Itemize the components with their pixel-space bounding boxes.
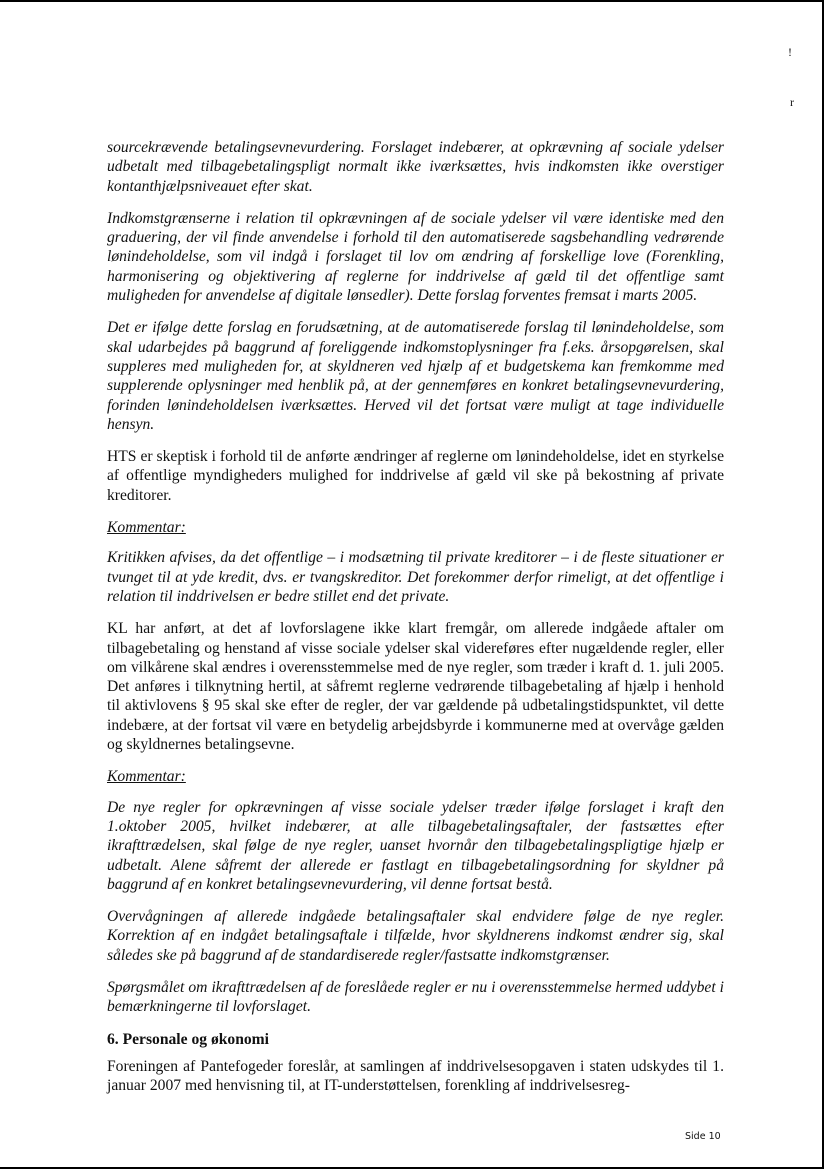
paragraph: Overvågningen af allerede indgåede betalingsaftaler skal endvidere følge de nye regler. Korrektion af en indgået betalingsaftale i tilfælde, hvor skyldnerens indkomst ændrer sig, skal således ske på baggrund af de standardiserede regler/fastsatte indkomstgrænser.	[107, 908, 724, 964]
margin-mark: r	[790, 95, 794, 109]
paragraph: Foreningen af Pantefogeder foreslår, at samlingen af inddrivelsesopgaven i staten udskydes til 1. januar 2007 med henvisning til, at IT-understøttelsen, forenkling af inddrivelsesreg-	[107, 1057, 724, 1094]
paragraph: Kritikken afvises, da det offentlige – i modsætning til private kreditorer – i de fleste situationer er tvunget til at yde kredit, dvs. er tvangskreditor. Det forekommer derfor rimeligt, at det offentlige i relation til inddrivelsen er bedre stillet end det private.	[107, 549, 724, 605]
paragraph: HTS er skeptisk i forhold til de anførte ændringer af reglerne om lønindeholdelse, idet en styrkelse af offentlige myndigheders mulighed for inddrivelse af gæld vil ske på bekostning af private kreditorer.	[107, 448, 724, 504]
paragraph: Det er ifølge dette forslag en forudsætning, at de automatiserede forslag til lønindeholdelse, som skal udarbejdes på baggrund af foreliggende indkomstoplysninger fra f.eks. årsopgørelsen, skal suppleres med muligheden for, at skyldneren ved hjælp af et budgetskema kan fremkomme med supplerende oplysninger med henblik på, at der gennemføres en konkret betalingsevnevurdering, forinden lønindeholdelsen iværksættes. Herved vil det fortsat være muligt at tage individuelle hensyn.	[107, 319, 724, 433]
document-body	[107, 138, 724, 1108]
paragraph: Spørgsmålet om ikrafttrædelsen af de foreslåede regler er nu i overensstemmelse hermed uddybet i bemærkningerne til lovforslaget.	[107, 978, 724, 1016]
comment-label: Kommentar:	[107, 768, 186, 786]
paragraph: KL har anført, at det af lovforslagene ikke klart fremgår, om allerede indgåede aftaler om tilbagebetaling og henstand af visse sociale ydelser skal videreføres efter nugældende regler, eller om vilkårene skal ændres i overensstemmelse med de nye regler, som træder i kraft d. 1. juli 2005. Det anføres i tilknytning hertil, at såfremt reglerne vedrørende tilbagebetaling af hjælp i henhold til aktivlovens § 95 skal ske efter de regler, der var gældende på udbetalingstidspunktet, vil dette indebære, at der fortsat vil være en betydelig arbejdsbyrde i kommunerne med at overvåge gælden og skyldnernes betalingsevne.	[107, 620, 724, 754]
paragraph: sourcekrævende betalingsevnevurdering. Forslaget indebærer, at opkrævning af sociale ydelser udbetalt med tilbagebetalingspligt normalt ikke iværksættes, hvis indkomsten ikke overstiger kontanthjælpsniveauet efter skat.	[107, 139, 724, 195]
paragraph: Indkomstgrænserne i relation til opkrævningen af de sociale ydelser vil være identiske med den graduering, der vil finde anvendelse i forhold til den automatiserede sagsbehandling vedrørende lønindeholdelse, som vil indgå i forslaget til lov om ændring af forskellige love (Forenkling, harmonisering og objektivering af reglerne for inddrivelse af gæld til det offentlige samt muligheden for anvendelse af digitale lønsedler). Dette forslag forventes fremsat i marts 2005.	[107, 209, 724, 305]
section-heading: 6. Personale og økonomi	[107, 1030, 269, 1048]
comment-heading	[107, 767, 724, 786]
scan-border-top	[0, 0, 824, 2]
page-number: Side 10	[685, 1131, 721, 1142]
comment-label: Kommentar:	[107, 519, 186, 537]
margin-mark: !	[788, 45, 792, 59]
comment-heading	[107, 518, 724, 537]
paragraph: De nye regler for opkrævningen af visse sociale ydelser træder ifølge forslaget i kraft den 1.oktober 2005, hvilket indebærer, at alle tilbagebetalingsaftaler, der fastsættes efter ikrafttrædelsen, skal følge de nye regler, uanset hvornår den tilbagebetalingspligtige hjælp er udbetalt. Alene såfremt der allerede er fastlagt en tilbagebetalingsordning for skyldner på baggrund af en konkret betalingsevnevurdering, vil denne fortsat bestå.	[107, 798, 724, 893]
